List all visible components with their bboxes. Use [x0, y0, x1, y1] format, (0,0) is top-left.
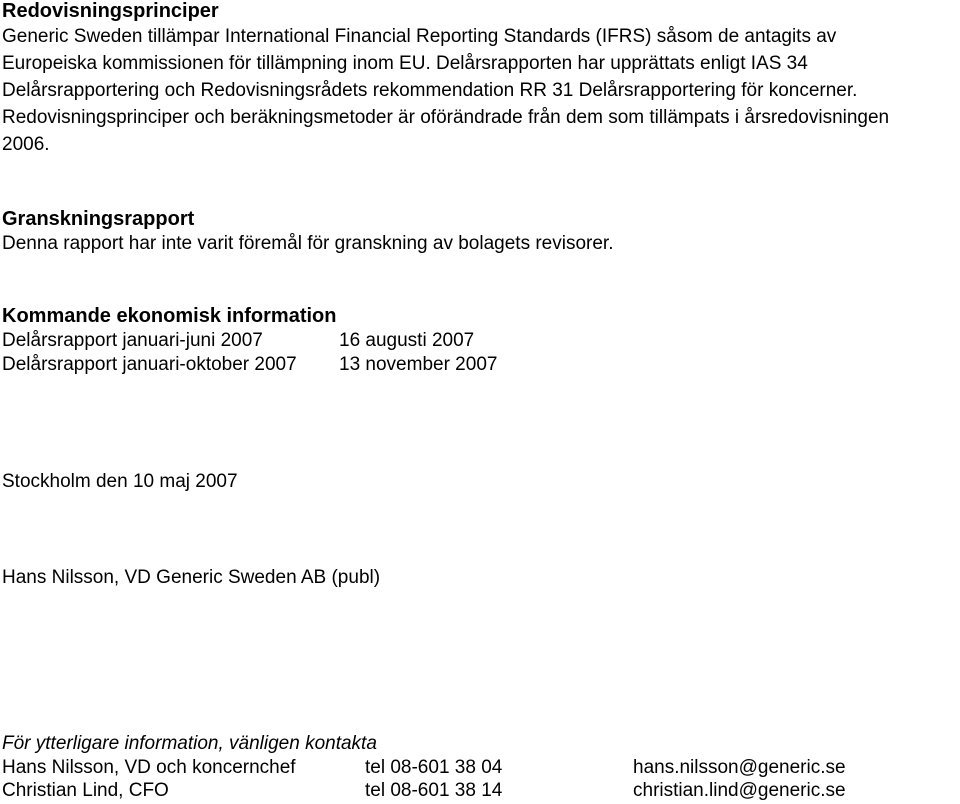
contact-phone: tel 08-601 38 04 — [365, 757, 503, 778]
signature: Hans Nilsson, VD Generic Sweden AB (publ) — [2, 567, 381, 588]
audit-text: Denna rapport har inte varit föremål för granskning av bolagets revisorer. — [2, 233, 614, 254]
contact-name: Christian Lind, CFO — [2, 780, 169, 801]
contact-row — [0, 780, 960, 804]
accounting-line: 2006. — [2, 134, 50, 155]
accounting-heading: Redovisningsprinciper — [2, 0, 219, 22]
contact-phone: tel 08-601 38 14 — [365, 780, 503, 801]
contact-row — [0, 757, 960, 781]
upcoming-row-date: 13 november 2007 — [339, 354, 498, 375]
accounting-line: Generic Sweden tillämpar International Financial Reporting Standards (IFRS) såsom de antagits av — [2, 26, 837, 47]
accounting-line: Delårsrapportering och Redovisningsrådets rekommendation RR 31 Delårsrapportering för koncerner. — [2, 80, 858, 101]
upcoming-row-date: 16 augusti 2007 — [339, 330, 475, 351]
accounting-paragraph — [2, 23, 889, 158]
contact-name: Hans Nilsson, VD och koncernchef — [2, 757, 296, 778]
place-date: Stockholm den 10 maj 2007 — [2, 471, 238, 492]
audit-heading: Granskningsrapport — [2, 208, 195, 230]
upcoming-row-label: Delårsrapport januari-oktober 2007 — [2, 354, 297, 375]
accounting-line: Redovisningsprinciper och beräkningsmetoder är oförändrade från dem som tillämpats i årsredovisningen — [2, 107, 890, 128]
contact-email[interactable]: christian.lind@generic.se — [633, 780, 846, 801]
upcoming-row — [0, 354, 960, 378]
contact-intro: För ytterligare information, vänligen kontakta — [2, 733, 377, 754]
contact-email[interactable]: hans.nilsson@generic.se — [633, 757, 846, 778]
upcoming-row — [0, 330, 960, 354]
upcoming-row-label: Delårsrapport januari-juni 2007 — [2, 330, 263, 351]
accounting-line: Europeiska kommissionen för tillämpning inom EU. Delårsrapporten har upprättats enligt IAS 34 — [2, 53, 808, 74]
upcoming-heading: Kommande ekonomisk information — [2, 305, 337, 327]
